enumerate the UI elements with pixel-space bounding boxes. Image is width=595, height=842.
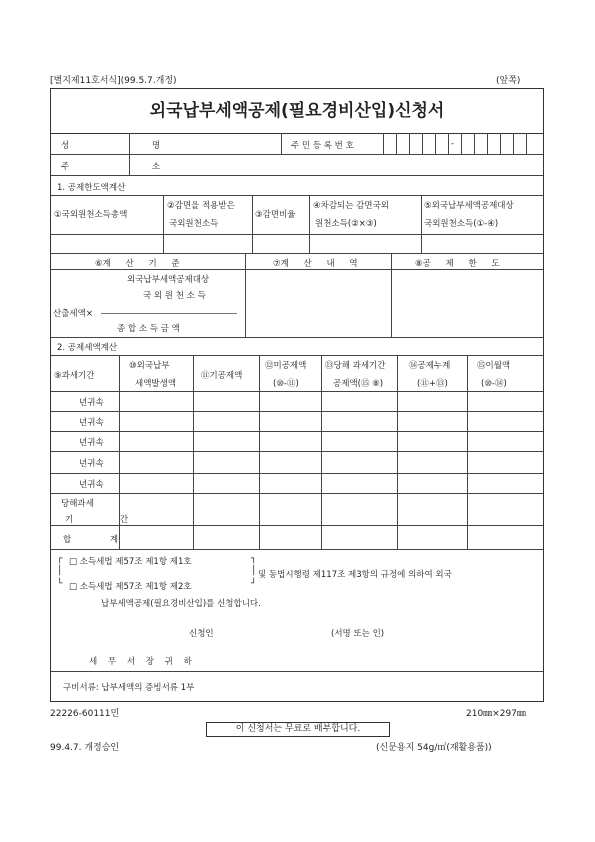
free-distribution-notice: 이 신청서는 무료로 배부합니다. bbox=[206, 722, 390, 737]
undeducted-header-line1: ⑫미공제액 bbox=[265, 361, 307, 371]
deduction-limit-header: ⑧공 제 한 도 bbox=[415, 259, 500, 269]
foreign-tax-header-line2: 세액발생액 bbox=[135, 379, 177, 389]
current-period-label-1: 당해과세 bbox=[61, 499, 94, 509]
current-deduction-header-line1: ⑬당해 과세기간 bbox=[325, 361, 386, 371]
col5-header-line2: 국외원천소득(①-④) bbox=[424, 219, 499, 229]
formula-numerator-2: 국 외 원 천 소 득 bbox=[143, 291, 206, 301]
paper-size: 210㎜×297㎜ bbox=[466, 709, 526, 719]
paper-spec: (신문용지 54g/㎡(재활용품)) bbox=[376, 743, 492, 753]
table-row: 년귀속 bbox=[79, 418, 104, 428]
resident-number-label: 주 민 등 록 번 호 bbox=[291, 141, 354, 151]
foreign-tax-header-line1: ⑩외국납부 bbox=[129, 361, 170, 371]
formula-numerator-1: 외국납부세액공제대상 bbox=[127, 275, 210, 285]
carryover-header-line2: (⑩-⑭) bbox=[481, 379, 507, 389]
name-field[interactable] bbox=[133, 135, 279, 153]
cumulative-header-line1: ⑭공제누계 bbox=[409, 361, 451, 371]
col2-header-line2: 국외원천소득 bbox=[169, 219, 219, 229]
undeducted-header-line2: (⑩-⑪) bbox=[273, 379, 299, 389]
formula-denominator: 종 합 소 득 금 액 bbox=[117, 324, 180, 334]
col5-header-line1: ⑤외국납부세액공제대상 bbox=[424, 201, 514, 211]
section2-heading: 2. 공제세액계산 bbox=[57, 343, 118, 353]
table-row: 년귀속 bbox=[79, 398, 104, 408]
table-row: 년귀속 bbox=[79, 459, 104, 469]
table-row: 년귀속 bbox=[79, 480, 104, 490]
applicant-label: 신청인 bbox=[189, 629, 214, 639]
col4-header-line2: 원천소득(②×③) bbox=[315, 219, 377, 229]
name-label: 성 명 bbox=[61, 141, 201, 151]
prior-deduction-header: ⑪기공제액 bbox=[201, 371, 243, 381]
current-period-label-2: 기 간 bbox=[65, 515, 151, 525]
page-side-label: (앞쪽) bbox=[496, 76, 521, 86]
form-number: [별지제11호서식](99.5.7.개정) bbox=[50, 76, 177, 86]
statement-line-1: 및 동법시행령 제117조 제3항의 규정에 의하여 외국 bbox=[258, 570, 452, 580]
resident-number-dash: - bbox=[451, 139, 455, 149]
statement-line-2: 납부세액공제(필요경비산입)를 신청합니다. bbox=[101, 599, 261, 609]
calc-detail-header: ⑦계 산 내 역 bbox=[273, 259, 358, 269]
signature-label: (서명 또는 인) bbox=[331, 629, 385, 639]
attachment-note: 구비서류: 납부세액의 증빙서류 1부 bbox=[63, 683, 195, 693]
form-title: 외국납부세액공제(필요경비산입)신청서 bbox=[51, 89, 543, 134]
addressee-label: 세 무 서 장 귀 하 bbox=[89, 657, 192, 667]
form-code: 22226-60111민 bbox=[50, 709, 120, 719]
formula-fraction-line bbox=[101, 313, 237, 314]
table-row: 년귀속 bbox=[79, 438, 104, 448]
tax-period-header: ⑨과세기간 bbox=[54, 371, 95, 381]
formula-prefix: 산출세액× bbox=[53, 309, 93, 319]
col1-header: ①국외원천소득총액 bbox=[54, 210, 128, 220]
current-deduction-header-line2: 공제액(⑮ ⑧) bbox=[333, 379, 384, 389]
option-item-2[interactable]: □ 소득세법 제57조 제1항 제2호 bbox=[69, 582, 192, 592]
address-label: 주 소 bbox=[61, 162, 201, 172]
carryover-header-line1: ⑮이월액 bbox=[477, 361, 511, 371]
calc-basis-header: ⑥계 산 기 준 bbox=[95, 259, 180, 269]
col2-header-line1: ②감면을 적용받은 bbox=[167, 201, 235, 211]
application-form: 외국납부세액공제(필요경비산입)신청서 성 명 주 민 등 록 번 호 - 주 소 1. 공제한도액계산 ①국외원천소득총액 ②감면을 적용받은 국외원천소득 ③감면비율 ④차감되는 감면국외 원천소득(②×③) ⑤외국납부세액공제대상 국외원천소득(①-④) ⑥계 산 기 준 ⑦계 산 내 역 ⑧공 제 한 도 외국납부세액공제대상 국 외 원 천 소 득 산출세액× 종 합 소 득 금 액 2. 공제세액계산 ⑨과세기간 ⑩외국납부 세액발생액 ⑪기공제액 ⑫미공제액 (⑩-⑪) ⑬당해 과세기간 공제액(⑮ ⑧) ⑭공제누계 (⑪+⑬) ⑮이월액 (⑩-⑭) 년귀속 년귀속 년귀속 년귀속 년귀속 당해과세 기 간 합 계 ┌ ┐ │ │ └ ┘ □ 소득세법 제57조 제1항 제1호 □ 소득세법 제57조 제1항 제2호 및 동법시행령 제117조 제3항의 규정에 의하여 외국 납부세액공제(필요경비산입)를 신청합니다. 신청인 (서명 또는 인) 세 무 서 장 귀 하 구비서류: 납부세액의 증빙서류 1부 bbox=[50, 88, 544, 702]
col3-header: ③감면비율 bbox=[255, 210, 296, 220]
cumulative-header-line2: (⑪+⑬) bbox=[417, 379, 448, 389]
col4-header-line1: ④차감되는 감면국외 bbox=[313, 201, 390, 211]
section1-heading: 1. 공제한도액계산 bbox=[57, 183, 126, 193]
approval-date: 99.4.7. 개정승인 bbox=[50, 743, 120, 753]
total-label: 합 계 bbox=[63, 535, 137, 545]
address-field[interactable] bbox=[133, 156, 541, 174]
option-item-1[interactable]: □ 소득세법 제57조 제1항 제1호 bbox=[69, 557, 192, 567]
